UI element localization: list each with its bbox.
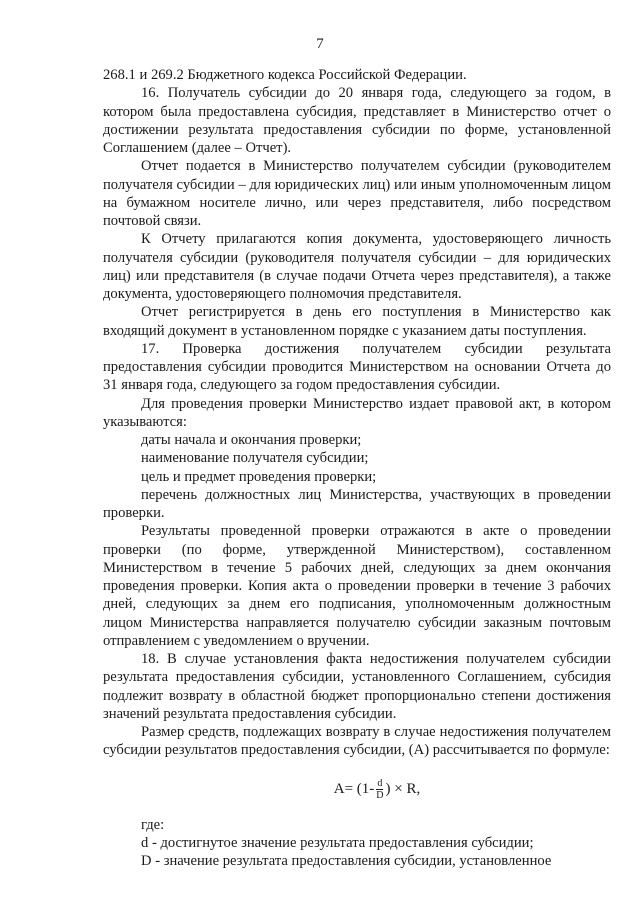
formula	[103, 770, 611, 810]
paragraph: Размер средств, подлежащих возврату в случае недостижения получателем субсидии результатов предоставления субсидии, (А) рассчитывается по формуле:	[103, 724, 611, 759]
paragraph: цель и предмет проведения проверки;	[141, 468, 377, 485]
formula-lhs: A= (1-	[333, 781, 375, 798]
page-number: 7	[316, 36, 324, 52]
paragraph: 268.1 и 269.2 Бюджетного кодекса Российской Федерации.	[103, 67, 467, 83]
paragraph: Для проведения проверки Министерство издает правовой акт, в котором указываются:	[103, 395, 611, 430]
paragraphs-before-formula	[103, 66, 611, 760]
paragraph: Отчет регистрируется в день его поступления в Министерство как входящий документ в установленном порядке с указанием даты поступления.	[103, 304, 611, 339]
paragraph: перечень должностных лиц Министерства, участвующих в проведении проверки.	[103, 486, 611, 521]
paragraph: 16. Получатель субсидии до 20 января года, следующего за годом, в котором была предоставлена субсидия, представляет в Министерство отчет о достижении результата предоставления субсидии по форме, установленной Соглашением (далее – Отчет).	[103, 85, 611, 156]
formula-numerator: d	[377, 778, 383, 789]
paragraph: 17. Проверка достижения получателем субсидии результата предоставления субсидии проводится Министерством на основании Отчета до 31 января года, следующего за годом предоставления субсидии.	[103, 340, 611, 394]
paragraph: Отчет подается в Министерство получателем субсидии (руководителем получателя субсидии – для юридических лиц) или иным уполномоченным лицом на бумажном носителе лично, или через представителя, либо посредством почтовой связи.	[103, 158, 611, 229]
paragraph: К Отчету прилагаются копия документа, удостоверяющего личность получателя субсидии (руководителя получателя субсидии – для юридических лиц) или представителя (в случае подачи Отчета через представителя), а также документа, удостоверяющего полномочия представителя.	[103, 231, 611, 302]
paragraph: Результаты проведенной проверки отражаются в акте о проведении проверки (по форме, утвержденной Министерством), составленном Министерством в течение 5 рабочих дней, следующих за днем окончания проведения проверки. Копия акта о проведении проверки в течение 3 рабочих дней, следующих за днем его подписания, уполномоченным должностным лицом Министерства направляется получателю субсидии заказным почтовым отправлением с уведомлением о вручении.	[103, 523, 611, 649]
paragraph: 18. В случае установления факта недостижения получателем субсидии результата предоставления субсидии, установленного Соглашением, субсидия подлежит возврату в областной бюджет пропорционально степени достижения значений результата предоставления субсидии.	[103, 651, 611, 722]
paragraph: наименование получателя субсидии;	[141, 450, 369, 467]
formula-fraction	[375, 778, 384, 801]
paragraphs-after-formula	[103, 816, 611, 871]
paragraph: где:	[141, 816, 165, 833]
paragraph: даты начала и окончания проверки;	[141, 432, 362, 448]
paragraph: d - достигнутое значение результата предоставления субсидии;	[141, 834, 534, 851]
formula-rhs: ) × R,	[385, 781, 421, 798]
paragraph: D - значение результата предоставления субсидии, установленное	[141, 853, 552, 869]
formula-denominator: D	[376, 790, 384, 801]
document-body	[103, 66, 611, 870]
